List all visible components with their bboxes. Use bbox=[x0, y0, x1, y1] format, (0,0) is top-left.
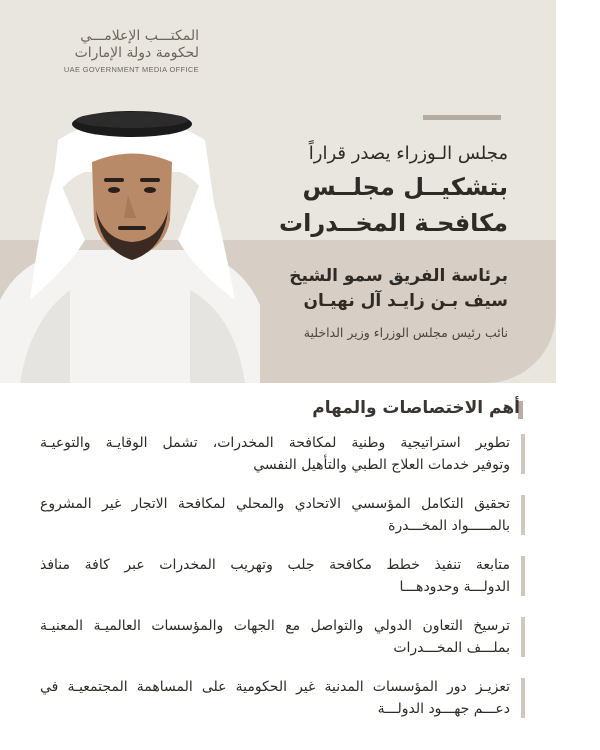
title-accent-rule bbox=[423, 115, 501, 120]
task-line: تطوير استراتيجية وطنية لمكافحة المخدرات، تشمل الوقايـة والتوعيـة bbox=[40, 435, 510, 451]
task-line: بملـــف المخـــدرات bbox=[393, 640, 510, 656]
task-item bbox=[40, 493, 510, 554]
headline-line3: مكافحـة المخــدرات bbox=[278, 209, 508, 237]
task-line: بالمـــــواد المخـــدرة bbox=[388, 518, 510, 534]
task-accent-bar bbox=[521, 556, 525, 596]
task-accent-bar bbox=[521, 434, 525, 474]
task-item bbox=[40, 676, 510, 737]
task-item bbox=[40, 554, 510, 615]
task-line: متابعة تنفيذ خطط مكافحة جلب وتهريب المخدرات عبر كافة منافذ bbox=[40, 557, 510, 573]
portrait-photo bbox=[0, 100, 260, 383]
task-item bbox=[40, 432, 510, 493]
task-line: دعـــم جهـــود الدولـــة bbox=[377, 701, 510, 717]
logo-arabic-line2: لحكومة دولة الإمارات bbox=[74, 45, 199, 61]
chairman-line2: سيف بـن زايـد آل نهيـان bbox=[303, 291, 508, 311]
logo-english: UAE GOVERNMENT MEDIA OFFICE bbox=[63, 65, 199, 74]
section-title: أهم الاختصاصات والمهام bbox=[312, 398, 520, 418]
task-line: ترسيخ التعاون الدولي والتواصل مع الجهات والمؤسسات العالميـة المعنيـة bbox=[40, 618, 510, 634]
task-line: تحقيق التكامل المؤسسي الاتحادي والمحلي لمكافحة الاتجار غير المشروع bbox=[40, 496, 510, 512]
task-accent-bar bbox=[521, 678, 525, 718]
task-accent-bar bbox=[521, 495, 525, 535]
task-line: تعزيـز دور المؤسسات المدنية غير الحكومية على المساهمة المجتمعيـة في bbox=[40, 679, 510, 695]
headline-line2: بتشكيــل مجلــس bbox=[302, 173, 508, 201]
task-line: الدولـــة وحدودهـــا bbox=[399, 579, 510, 595]
right-margin bbox=[556, 0, 600, 750]
chairman-line1: برئاسة الفريق سمو الشيخ bbox=[289, 266, 508, 286]
chairman-block bbox=[250, 264, 508, 344]
task-accent-bar bbox=[521, 617, 525, 657]
hero-panel bbox=[0, 0, 556, 383]
task-list bbox=[40, 432, 510, 737]
media-office-logo bbox=[24, 28, 199, 74]
logo-arabic-line1: المكتـــب الإعلامـــي bbox=[80, 28, 199, 44]
task-item bbox=[40, 615, 510, 676]
headline bbox=[270, 140, 508, 240]
task-line: وتوفير خدمات العلاج الطبي والتأهيل النفسي bbox=[253, 457, 510, 473]
headline-line1: مجلس الـوزراء يصدر قراراً bbox=[308, 143, 508, 164]
chairman-title: نائب رئيس مجلس الوزراء وزير الداخلية bbox=[303, 325, 508, 340]
